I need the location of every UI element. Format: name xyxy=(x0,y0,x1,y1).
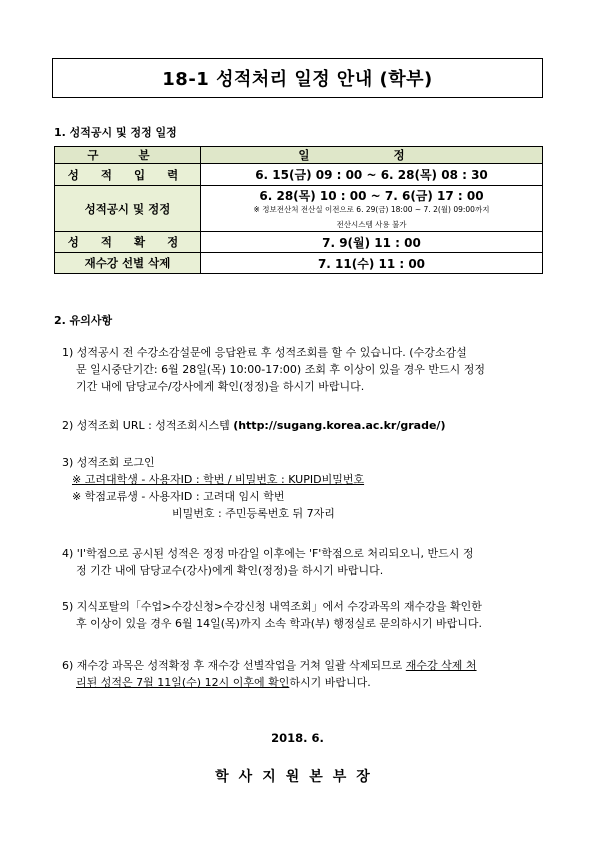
posting-period: 6. 28(목) 10 : 00 ~ 7. 6(금) 17 : 00 xyxy=(259,188,484,203)
table-row xyxy=(55,186,543,232)
section-heading-schedule: 1. 성적공시 및 정정 일정 xyxy=(54,126,177,139)
note-6-underline-2: 리된 성적은 7월 11일(수) 12시 이후에 확인 xyxy=(76,676,290,689)
note-3-korea-student: ※ 고려대학생 - 사용자ID : 학번 / 비밀번호 : KUPID비밀번호 xyxy=(72,473,365,486)
row-label-grade-confirm: 성 적 확 정 xyxy=(55,232,201,253)
row-label-retake-delete: 재수강 선별 삭제 xyxy=(55,253,201,274)
row-label-grade-input: 성 적 입 력 xyxy=(55,164,201,186)
note-5-line-2: 후 이상이 있을 경우 6월 14일(목)까지 소속 학과(부) 행정실로 문의하시기 바랍니다. xyxy=(76,617,483,630)
document-date: 2018. 6. xyxy=(271,731,324,745)
row-value-grade-confirm: 7. 9(월) 11 : 00 xyxy=(201,232,543,253)
posting-note-1: ※ 정보전산처 전산실 이전으로 6. 29(금) 18:00 ~ 7. 2(월) 09:00까지 xyxy=(253,204,490,214)
note-3-exchange-password: 비밀번호 : 주민등록번호 뒤 7자리 xyxy=(172,507,335,520)
row-label-grade-posting: 성적공시 및 정정 xyxy=(55,186,201,232)
note-2-text: 2) 성적조회 URL : 성적조회시스템 xyxy=(62,419,234,432)
note-3 xyxy=(62,454,548,522)
note-5 xyxy=(62,598,548,632)
table-row xyxy=(55,232,543,253)
section-heading-notes: 2. 유의사항 xyxy=(54,314,113,327)
note-2 xyxy=(62,417,548,434)
page-title: 18-1 성적처리 일정 안내 (학부) xyxy=(162,69,433,90)
title-box xyxy=(52,58,543,98)
note-1 xyxy=(62,344,548,395)
note-4 xyxy=(62,545,548,579)
table-row xyxy=(55,253,543,274)
schedule-table xyxy=(54,146,543,274)
note-5-line-1: 5) 지식포탈의「수업>수강신청>수강신청 내역조회」에서 수강과목의 재수강을 확인한 xyxy=(62,600,482,613)
issuer-signature: 학사지원본부장 xyxy=(215,769,380,785)
table-row xyxy=(55,164,543,186)
note-4-line-1: 4) 'I'학점으로 공시된 성적은 정정 마감일 이후에는 'F'학점으로 처리되오니, 반드시 정 xyxy=(62,547,474,560)
note-1-line-1: 1) 성적공시 전 수강소감설문에 응답완료 후 성적조회를 할 수 있습니다. (수강소감설 xyxy=(62,346,467,359)
note-3-exchange-student: ※ 학점교류생 - 사용자ID : 고려대 임시 학번 xyxy=(72,490,285,503)
note-6-text-1: 6) 재수강 과목은 성적확정 후 재수강 선별작업을 거쳐 일괄 삭제되므로 xyxy=(62,659,406,672)
row-value-grade-input: 6. 15(금) 09 : 00 ~ 6. 28(목) 08 : 30 xyxy=(201,164,543,186)
table-header-row xyxy=(55,147,543,164)
note-4-line-2: 정 기간 내에 담당교수(강사)에게 확인(정정)을 하시기 바랍니다. xyxy=(76,564,384,577)
note-1-line-3: 기간 내에 담당교수/강사에게 확인(정정)을 하시기 바랍니다. xyxy=(76,380,365,393)
note-1-line-2: 문 일시중단기간: 6월 28일(목) 10:00-17:00) 조회 후 이상이 있을 경우 반드시 정정 xyxy=(76,363,486,376)
row-value-grade-posting xyxy=(201,186,543,232)
note-6 xyxy=(62,657,548,691)
posting-note-2: 전산시스템 사용 불가 xyxy=(336,219,407,229)
table-header-category: 구 분 xyxy=(55,147,201,164)
grade-url: (http://sugang.korea.ac.kr/grade/) xyxy=(233,419,446,432)
note-3-title: 3) 성적조회 로그인 xyxy=(62,456,155,469)
row-value-retake-delete: 7. 11(수) 11 : 00 xyxy=(201,253,543,274)
note-6-text-2: 하시기 바랍니다. xyxy=(289,676,371,689)
table-header-schedule: 일 정 xyxy=(201,147,543,164)
note-6-underline-1: 재수강 삭제 처 xyxy=(405,659,477,672)
